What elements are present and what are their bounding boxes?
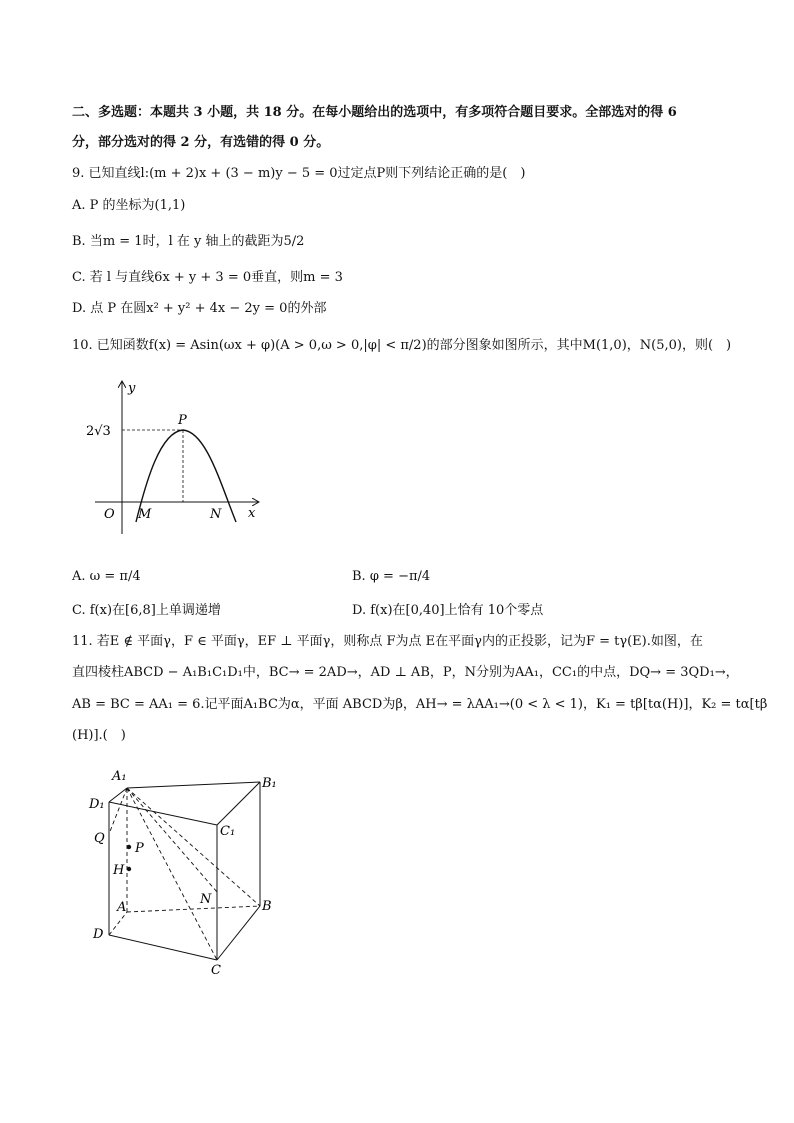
edge-b1-c1 <box>217 782 260 825</box>
segment-a1-b <box>127 788 260 906</box>
segment-a1-n <box>127 788 217 892</box>
edge-c1-d1 <box>109 802 217 825</box>
edge-a-b <box>127 906 260 912</box>
point-m-label: M <box>138 507 152 522</box>
amplitude-label: 2√3 <box>86 424 111 439</box>
label-c1: C₁ <box>220 824 236 839</box>
prism-figure <box>82 760 292 980</box>
label-b: B <box>262 899 272 914</box>
q10-stem: 10. 已知函数f(x) = Asin(ωx + φ)(A > 0,ω > 0,|φ| < π/2)的部分图象如图所示，其中M(1,0)，N(5,0)，则( ) <box>72 338 732 353</box>
q11-line2: 直四棱柱ABCD − A₁B₁C₁D₁中，BC→ = 2AD→，AD ⊥ AB，P，N分别为AA₁，CC₁的中点，DQ→ = 3QD₁→， <box>72 665 739 680</box>
q10-option-d: D. f(x)在[0,40]上恰有 10个零点 <box>352 603 544 618</box>
edge-b-c <box>217 906 260 960</box>
label-d: D <box>93 927 104 942</box>
y-axis-label: y <box>128 381 136 396</box>
q9-option-d: D. 点 P 在圆x² + y² + 4x − 2y = 0的外部 <box>72 301 327 316</box>
q11-line4: (H)].( ) <box>72 728 126 743</box>
origin-label: O <box>104 507 115 522</box>
q9-option-a: A. P 的坐标为(1,1) <box>72 198 186 213</box>
q10-option-c: C. f(x)在[6,8]上单调递增 <box>72 603 221 618</box>
x-axis-label: x <box>248 506 256 521</box>
q11-line3: AB = BC = AA₁ = 6.记平面A₁BC为α，平面 ABCD为β，AH→ = λAA₁→(0 < λ < 1)，K₁ = tβ[tα(H)]，K₂ = tα[tβ <box>72 697 768 712</box>
label-b1: B₁ <box>262 776 277 791</box>
point-p-dot <box>127 845 131 849</box>
q9-stem: 9. 已知直线l:(m + 2)x + (3 − m)y − 5 = 0过定点P则下列结论正确的是( ) <box>72 166 526 181</box>
q11-line1: 11. 若E ∉ 平面γ，F ∈ 平面γ，EF ⊥ 平面γ，则称点 F为点 E在平面γ内的正投影，记为F = tγ(E).如图，在 <box>72 634 703 649</box>
edge-c-d <box>109 935 217 960</box>
label-a1: A₁ <box>112 769 127 784</box>
label-p: P <box>135 841 144 856</box>
edge-a1-b1 <box>127 782 260 788</box>
label-d1: D₁ <box>89 797 105 812</box>
section-heading-line1: 二、多选题：本题共 3 小题，共 18 分。在每小题给出的选项中，有多项符合题目要求。全部选对的得 6 <box>72 105 677 120</box>
q9-option-b: B. 当m = 1时，l 在 y 轴上的截距为5/2 <box>72 234 305 249</box>
sine-graph <box>80 372 280 542</box>
point-n-label: N <box>210 507 222 522</box>
label-c: C <box>211 963 221 978</box>
segment-a1-c <box>127 788 217 960</box>
label-q: Q <box>94 831 105 846</box>
edge-d-a <box>109 912 127 935</box>
label-a: A <box>117 900 127 915</box>
section-heading-line2: 分，部分选对的得 2 分，有选错的得 0 分。 <box>72 135 330 150</box>
q10-option-a: A. ω = π/4 <box>72 569 141 584</box>
q9-option-c: C. 若 l 与直线6x + y + 3 = 0垂直，则m = 3 <box>72 270 343 285</box>
label-h: H <box>113 863 125 878</box>
label-n: N <box>200 892 212 907</box>
point-p-label: P <box>178 413 187 428</box>
q10-option-b: B. φ = −π/4 <box>352 569 431 584</box>
point-h-dot <box>127 867 131 871</box>
